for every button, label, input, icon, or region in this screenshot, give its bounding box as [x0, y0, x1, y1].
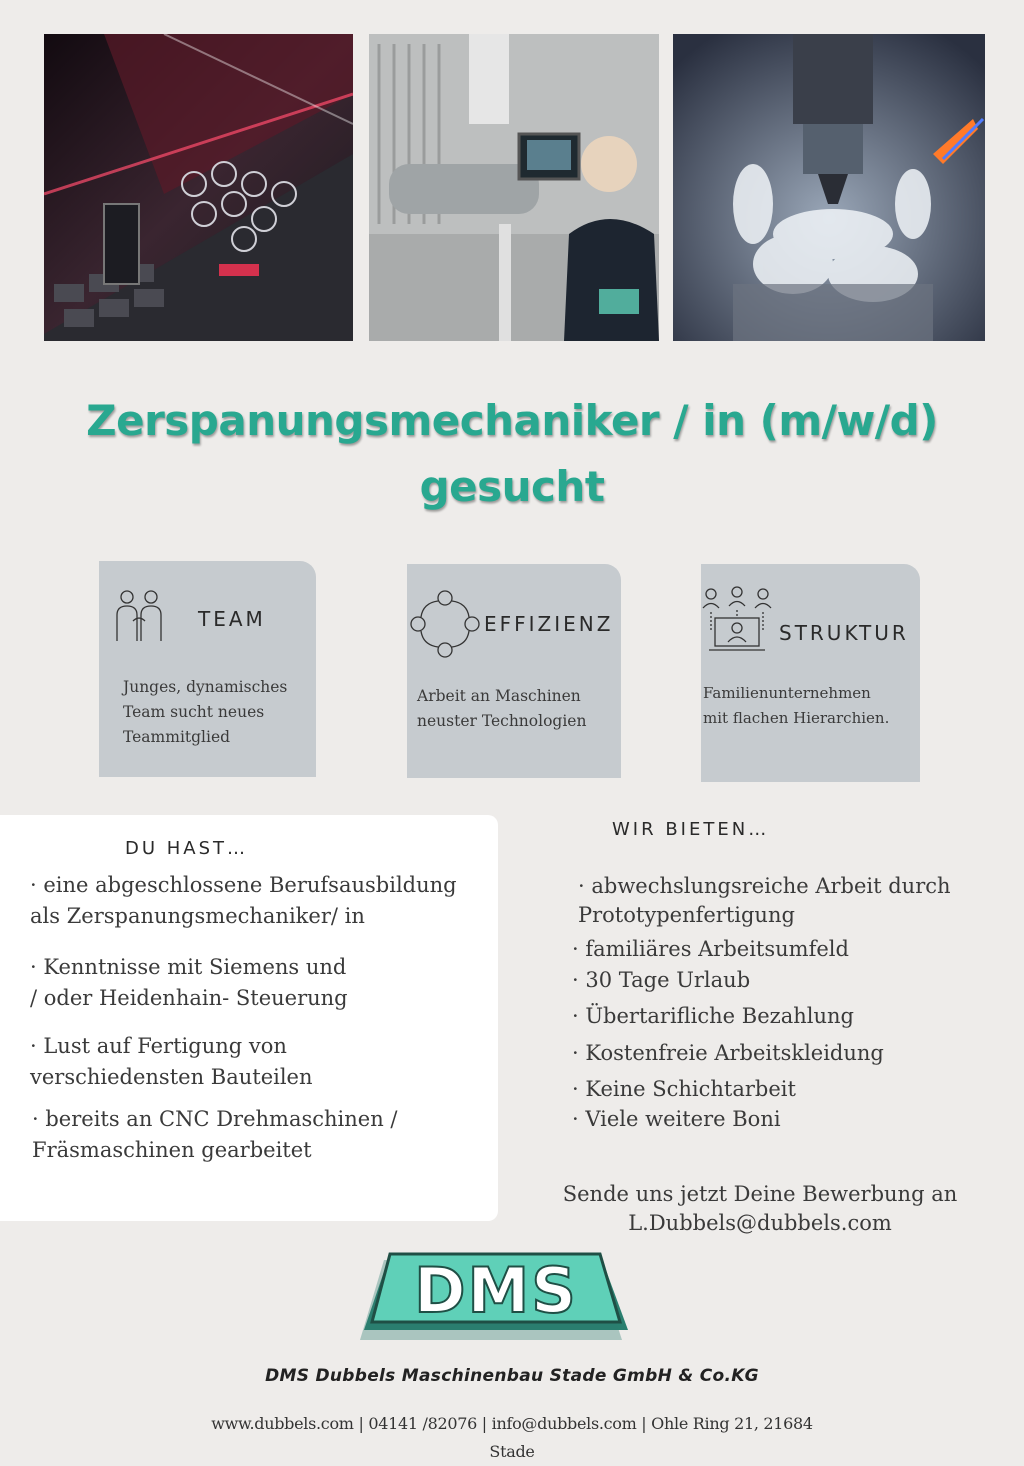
feature-text-line: mit flachen Hierarchien.: [703, 709, 890, 727]
list-item-line: · Kenntnisse mit Siemens und: [30, 955, 347, 979]
list-item: · 30 Tage Urlaub: [572, 968, 751, 992]
list-item: · Kostenfreie Arbeitskleidung: [572, 1041, 884, 1065]
list-item: [30, 952, 348, 1014]
cta-email-link[interactable]: L.Dubbels@dubbels.com: [628, 1211, 892, 1235]
list-item: [578, 872, 951, 930]
cta-text: Sende uns jetzt Deine Bewerbung an: [562, 1182, 958, 1206]
feature-text-line: Teammitglied: [123, 728, 231, 746]
feature-text-line: Junges, dynamisches: [123, 678, 288, 696]
contact-footer: [180, 1410, 844, 1466]
list-item-line: · Lust auf Fertigung von: [30, 1034, 287, 1058]
feature-title-struktur: STRUKTUR: [779, 621, 909, 645]
wir-bieten-title: WIR BIETEN…: [612, 819, 770, 840]
team-people-icon: [113, 589, 165, 645]
list-item: [30, 870, 457, 932]
feature-title-team: TEAM: [198, 607, 266, 631]
list-item-line: / oder Heidenhain- Steuerung: [30, 986, 348, 1010]
feature-text-line: neuster Technologien: [417, 712, 587, 730]
feature-card-team: [99, 561, 316, 777]
list-item-line: verschiedensten Bauteilen: [30, 1065, 313, 1089]
application-cta: [540, 1180, 980, 1238]
list-item: [32, 1104, 397, 1166]
headline-line1: Zerspanungsmechaniker / in (m/w/d): [86, 396, 938, 445]
milling-coolant-photo: [673, 34, 985, 341]
list-item: · Übertarifliche Bezahlung: [572, 1004, 854, 1028]
dms-logo: [360, 1250, 632, 1345]
logo-text: DMS: [414, 1254, 578, 1327]
machinist-at-cnc-photo: [369, 34, 659, 341]
job-headline: [40, 388, 984, 520]
headline-line2: gesucht: [419, 462, 605, 511]
list-item-line: Prototypenfertigung: [578, 903, 795, 927]
feature-card-effizienz: [407, 564, 621, 778]
cnc-control-panel-photo: [44, 34, 353, 341]
list-item: · Viele weitere Boni: [572, 1107, 781, 1131]
list-item-line: · bereits an CNC Drehmaschinen /: [32, 1107, 398, 1131]
network-nodes-icon: [409, 589, 481, 659]
feature-text-line: Team sucht neues: [123, 703, 265, 721]
feature-card-struktur: [701, 564, 920, 782]
footer-line: www.dubbels.com | 04141 /82076 | info@dubbels.com | Ohle Ring 21, 21684: [211, 1414, 813, 1433]
footer-line: Stade: [489, 1442, 535, 1461]
list-item: · familiäres Arbeitsumfeld: [572, 937, 849, 961]
list-item-line: · eine abgeschlossene Berufsausbildung: [30, 873, 457, 897]
du-hast-title: DU HAST…: [125, 838, 249, 859]
feature-text-line: Familienunternehmen: [703, 684, 871, 702]
company-name: DMS Dubbels Maschinenbau Stade GmbH & Co.KG: [265, 1366, 759, 1386]
list-item: [30, 1031, 313, 1093]
feature-title-effizienz: EFFIZIENZ: [484, 612, 614, 636]
list-item: · Keine Schichtarbeit: [572, 1077, 796, 1101]
list-item-line: als Zerspanungsmechaniker/ in: [30, 904, 365, 928]
feature-text-line: Arbeit an Maschinen: [417, 687, 581, 705]
list-item-line: · abwechslungsreiche Arbeit durch: [578, 874, 951, 898]
list-item-line: Fräsmaschinen gearbeitet: [32, 1138, 312, 1162]
org-structure-icon: [699, 586, 775, 660]
